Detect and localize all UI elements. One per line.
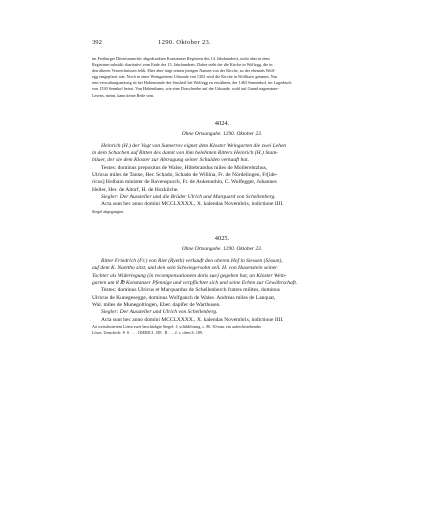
footnote-line: den älteren Verzeichnissen fehlt. Eher aber trägt seinen jetzigen Namen von der Kirche, zu der ehemals Wolf- xyxy=(92,68,276,74)
date-line: Acta sunt hec anno domini MCCLXXXX., X. kalendas Novembris, indictione IIII. xyxy=(101,316,284,323)
footnote xyxy=(92,56,352,99)
witness-line: Testes: dominus Ulricus et Marquardus de Schellenberch fratres milites, dominus xyxy=(101,287,280,294)
document-date-place: Ohne Ortsangabe. 1290. Oktober 23. xyxy=(181,245,263,252)
witness-line: Ulricus miles de Tanne, Her. Schado, Schado de Willina, Fr. de Nördelingen, Fr[ide- xyxy=(92,172,278,179)
footnote-line: von 1530 Sennhof heisst. Von Hohenthann, wie eine Dorschreibe auf der Urkunde, wohl auf Grund nagemaner- xyxy=(92,86,279,92)
summary-line: Ritter Friedrich (Fr.) von Riet (Ryeth) verkauft den oberen Hof in Siessen (Sissun), xyxy=(101,257,283,264)
page-number: 392 xyxy=(92,39,102,46)
seal-note: Siegel abgegangen. xyxy=(92,208,124,214)
footnote-line: egg eingepfarrt war. Noch in einer Weingartener Urkunde von 1302 wird die Kirche in Wolfharts genannt. Nur xyxy=(92,74,278,80)
document-page xyxy=(92,38,352,336)
running-title: 1290. Oktober 23. xyxy=(158,39,212,46)
date-line: Acta sunt hec anno domini MCCLXXXX., X. kalendas Novembris, indictione IIII. xyxy=(101,201,284,208)
document-date-place: Ohne Ortsangabe. 1290. Oktober 23. xyxy=(181,130,263,137)
document-entry xyxy=(92,120,352,215)
document-number: 4025. xyxy=(214,234,230,242)
footnote-line: im Freiburger Diözesanarchiv abgedruckten Konstanzer Registern des 14. Jahrhunderts, nicht aber in dem xyxy=(92,56,270,61)
summary-line: auf dem K. Naettho sitzt, und den sein Schwiegersohn seil. H. von Hasenstein seiner xyxy=(92,265,278,272)
witness-line: Wal. miles de Munegoltingen, Eber. dapifer de Warthusen. xyxy=(92,301,221,308)
seal-note: Au weissliniertem Litera zwei beschädigte Siegel: 1: schildförmig, c. 80, 30 mm, ein aufrechtstehender xyxy=(92,323,262,329)
document-number: 4024. xyxy=(214,119,230,127)
witness-line: Heller, Her. de Altorf, H. de Hozkilche. xyxy=(92,186,179,193)
footnote-line: rein verwaltungsmässig ist bei Hohenstaufe der Sassheif bei Wolfegg zu erwähnen, der 1463 Sennenhof, im Lagerbuch xyxy=(92,80,292,86)
witness-line: Testes: dominus prepositus de Walse, Hiltebrandus miles de Mollerehtzhus, xyxy=(101,164,268,171)
summary-line: Heinrich (H.) der Vogt von Sumerrov eignet dem Kloster Weingarten die zwei Lehen xyxy=(101,142,287,149)
seal-line: Siegler: Der Aussteller und die Brüder Ulrich und Marquard von Schellenberg. xyxy=(101,194,276,201)
summary-line: in dem Schachen auf Bitten des damit von ihm belehnten Ritters Heinrich (H.) Stam- xyxy=(92,150,279,156)
summary-line: garten um 8 ℔ Konstanzer Pfennige und verpflichtet sich und seine Erben zur Gewährschaft. xyxy=(92,279,298,286)
footnote-line: Registrum subsidii charitativi vom Ende des 15. Jahrhunderts. Daher steht der die Kirche in Wolfegg, die in xyxy=(92,62,273,68)
summary-line: bilaer, der sie dem Kloster zur Abtragung seiner Schulden verkauft hat. xyxy=(92,157,249,164)
seal-line: Siegler: Der Aussteller und Ulrich von Schellenberg. xyxy=(101,309,218,316)
witness-line: Ulricus de Kunegesegge, dominus Wolfganch de Walse. Andreas miles de Lanquat, xyxy=(92,294,276,301)
document-entry xyxy=(92,235,352,336)
page-header xyxy=(92,38,352,47)
witness-line: ricus] Holbain minister de Ravenspurch, Fr. de Ankenuthin, C. Wolfegger, Johannes xyxy=(92,179,277,186)
seal-note: Löwe; Umschrift: ✝ S . . . . IDERICI . DE . R . . . 2: s. oben S. 189. xyxy=(92,330,203,336)
summary-line: Tochter als Widerlegung (in recompensationem dotis sue) gegeben hat, an Kloster Wein- xyxy=(92,272,287,279)
footnote-line: Lesens, meint, kann keine Rede sein. xyxy=(92,92,155,98)
